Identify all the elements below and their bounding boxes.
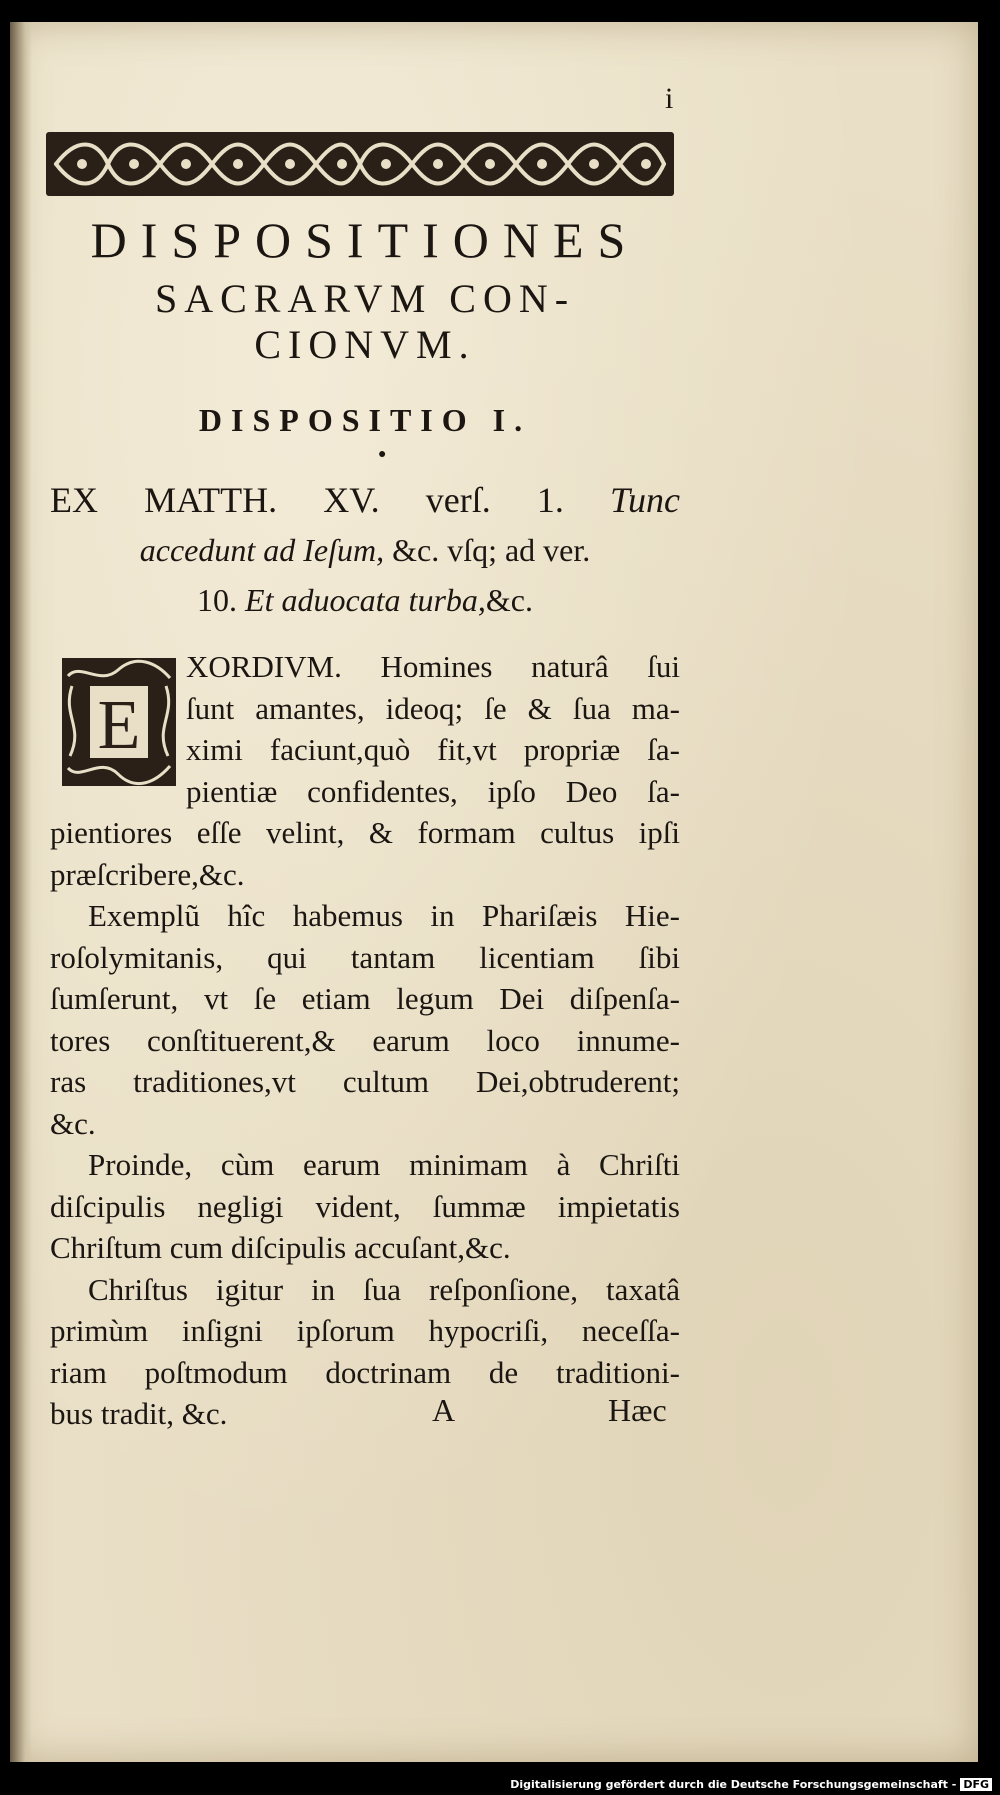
text-line: ſumſerunt, vt ſe etiam legum Dei diſpenſa- (50, 981, 680, 1016)
title-line-3: CIONVM. (254, 322, 476, 367)
ornamental-headpiece (46, 130, 674, 198)
text-line: &c. (50, 1105, 96, 1141)
title-line-1: DISPOSITIONES (90, 212, 640, 268)
text-line: ximi faciunt,quò fit,vt propriæ ſa- (186, 732, 680, 767)
text-line: præſcribere,&c. (50, 856, 245, 892)
disposition-heading: DISPOSITIO I. (198, 402, 532, 438)
text-line: pientiæ confidentes, ipſo Deo ſa- (186, 773, 680, 809)
body-text (50, 646, 680, 1435)
paragraph-exemplum (50, 895, 680, 1144)
book-page (10, 22, 978, 1762)
ornament-dot: ● (378, 447, 387, 462)
scripture-reference-line-2 (50, 524, 680, 576)
binding-gutter (10, 22, 32, 1762)
text-line: Exemplũ hîc habemus in Phariſæis Hie- (88, 898, 680, 933)
text-line: diſcipulis negligi vident, ſummæ impietatis (50, 1188, 680, 1224)
title-line-2: SACRARVM CON- (154, 276, 576, 321)
reference-roman: &c. vſq; ad ver. (392, 532, 591, 568)
text-line: XORDIVM. Homines naturâ ſui (186, 649, 680, 684)
catchword: Hæc (608, 1392, 667, 1428)
paragraph-christus (50, 1269, 680, 1435)
digitization-credit (510, 1778, 992, 1791)
reference-italic: accedunt ad Ieſum, (139, 532, 385, 568)
svg-text:E: E (97, 687, 141, 764)
reference-roman: &c. (485, 582, 533, 618)
signature-mark: A (432, 1392, 456, 1428)
text-line: Chriſtus igitur in ſua reſponſione, taxatâ (88, 1271, 680, 1307)
text-line: primùm inſigni ipſorum hypocriſi, neceſſa- (50, 1313, 680, 1348)
reference-italic: Tunc (610, 480, 681, 520)
text-line: ras traditiones,vt cultum Dei,obtruderent; (50, 1064, 680, 1099)
text-line: ſunt amantes, ideoq; ſe & ſua ma- (186, 690, 680, 726)
reference-italic: Et aduocata turba, (245, 582, 486, 618)
scripture-reference-line-3 (50, 574, 680, 626)
reference-roman: EX MATTH. XV. verſ. 1. (50, 480, 564, 520)
text-line: Chriſtum cum diſcipulis accuſant,&c. (50, 1230, 511, 1265)
text-line: bus tradit, &c. (50, 1396, 228, 1431)
paragraph-exordium (50, 646, 680, 895)
page-number: i (665, 82, 674, 115)
text-line: riam poſtmodum doctrinam de traditioni- (50, 1354, 680, 1390)
text-line: roſolymitanis, qui tantam licentiam ſibi (50, 939, 680, 975)
dfg-logo: DFG (960, 1778, 992, 1791)
credit-text: Digitalisierung gefördert durch die Deutsche Forschungsgemeinschaft - (510, 1778, 957, 1791)
reference-roman: 10. (197, 582, 238, 618)
scripture-reference-line-1 (50, 474, 680, 526)
text-line: Proinde, cùm earum minimam à Chriſti (88, 1147, 680, 1182)
text-line: pientiores eſſe velint, & formam cultus ipſi (50, 815, 680, 850)
paragraph-proinde (50, 1144, 680, 1269)
text-line: tores conſtituerent,& earum loco innume- (50, 1022, 680, 1058)
